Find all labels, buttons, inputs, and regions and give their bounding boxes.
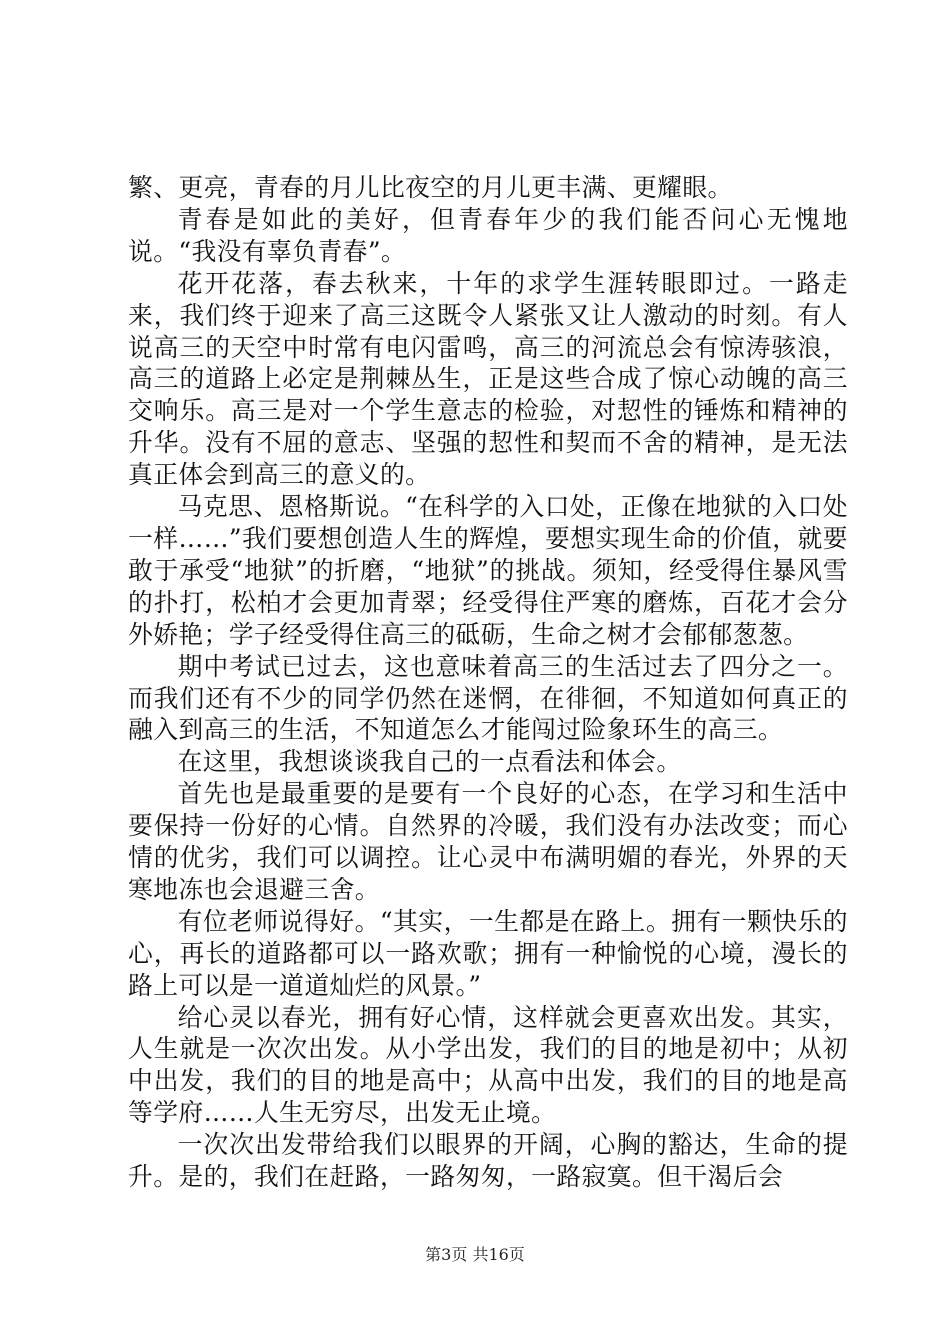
paragraph-9: 给心灵以春光，拥有好心情，这样就会更喜欢出发。其实，人生就是一次次出发。从小学出发，我们的目的地是初中；从初中出发，我们的目的地是高中；从高中出发，我们的目的地是高等学府……人生无穷尽，出发无止境。 — [128, 1002, 848, 1128]
paragraph-7: 首先也是最重要的是要有一个良好的心态，在学习和生活中要保持一份好的心情。自然界的冷暖，我们没有办法改变；而心情的优劣，我们可以调控。让心灵中布满明媚的春光，外界的天寒地冻也会退避三舍。 — [128, 779, 848, 904]
paragraph-5: 期中考试已过去，这也意味着高三的生活过去了四分之一。而我们还有不少的同学仍然在迷惘，在徘徊，不知道如何真正的融入到高三的生活，不知道怎么才能闯过险象环生的高三。 — [128, 651, 848, 745]
paragraph-2: 青春是如此的美好，但青春年少的我们能否问心无愧地说。“我没有辜负青春”。 — [128, 204, 848, 266]
document-body — [128, 172, 848, 1193]
page-number-footer: 第3页 共16页 — [425, 1245, 525, 1264]
paragraph-10: 一次次出发带给我们以眼界的开阔，心胸的豁达，生命的提升。是的，我们在赶路，一路匆匆，一路寂寞。但干渴后会 — [128, 1130, 848, 1192]
paragraph-8: 有位老师说得好。“其实，一生都是在路上。拥有一颗快乐的心，再长的道路都可以一路欢歌；拥有一种愉悦的心境，漫长的路上可以是一道道灿烂的风景。” — [128, 906, 848, 1000]
paragraph-1: 繁、更亮，青春的月儿比夜空的月儿更丰满、更耀眼。 — [128, 173, 733, 202]
paragraph-6: 在这里，我想谈谈我自己的一点看法和体会。 — [177, 747, 682, 777]
paragraph-4: 马克思、恩格斯说。“在科学的入口处，正像在地狱的入口处一样……”我们要想创造人生的辉煌，要想实现生命的价值，就要敢于承受“地狱”的折磨，“地狱”的挑战。须知，经受得住暴风雪的扑打，松柏才会更加青翠；经受得住严寒的磨炼，百花才会分外娇艳；学子经受得住高三的砥砺，生命之树才会郁郁葱葱。 — [128, 492, 848, 649]
paragraph-3: 花开花落，春去秋来，十年的求学生涯转眼即过。一路走来，我们终于迎来了高三这既令人紧张又让人激动的时刻。有人说高三的天空中时常有电闪雷鸣，高三的河流总会有惊涛骇浪，高三的道路上必定是荆棘丛生，正是这些合成了惊心动魄的高三交响乐。高三是对一个学生意志的检验，对恝性的锤炼和精神的升华。没有不屈的意志、坚强的恝性和契而不舍的精神，是无法真正体会到高三的意义的。 — [128, 268, 848, 490]
